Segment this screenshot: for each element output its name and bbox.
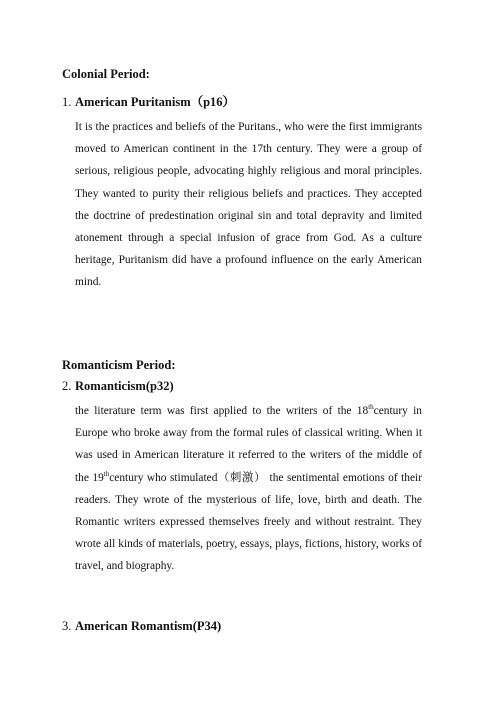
paragraph-romanticism (75, 400, 422, 578)
item-title-american-puritanism: American Puritanism（p16） (75, 95, 236, 109)
section-heading-romanticism-period: Romanticism Period: (62, 358, 176, 372)
superscript-th-2: th (103, 469, 110, 478)
item-number-1: 1. (62, 95, 72, 109)
item-title-american-romantism: American Romantism(P34) (75, 619, 222, 633)
paragraph-romanticism-text-3: century who stimulated（刺激） the sentimental emotions of their readers. They wrote of the mysterious of life, love, birth and death. The Romantic writers expressed themselves freely and without restraint. They wrote all kinds of materials, poetry, essays, plays, fictions, history, works of travel, and biography. (75, 471, 422, 573)
item-title-romanticism: Romanticism(p32) (75, 379, 174, 393)
item-number-3: 3. (62, 619, 72, 633)
paragraph-romanticism-text-2: century in Europe who broke away from the formal rules of classical writing. When it was used in American literature it referred to the writers of the middle of the 19 (75, 405, 422, 484)
section-heading-colonial-period: Colonial Period: (62, 67, 150, 81)
paragraph-romanticism-text-1: the literature term was first applied to the writers of the 18 (75, 405, 369, 417)
item-number-2: 2. (62, 379, 72, 393)
superscript-th-1: th (368, 403, 374, 412)
paragraph-american-puritanism: It is the practices and beliefs of the Puritans., who were the first immigrants moved to American continent in the 17th century. They were a group of serious, religious people, advocating highly religious and moral principles. They wanted to purity their religious beliefs and practices. They accepted the doctrine of predestination original sin and total depravity and limited atonement through a special infusion of grace from God. As a culture heritage, Puritanism did have a profound influence on the early American mind. (75, 121, 422, 289)
